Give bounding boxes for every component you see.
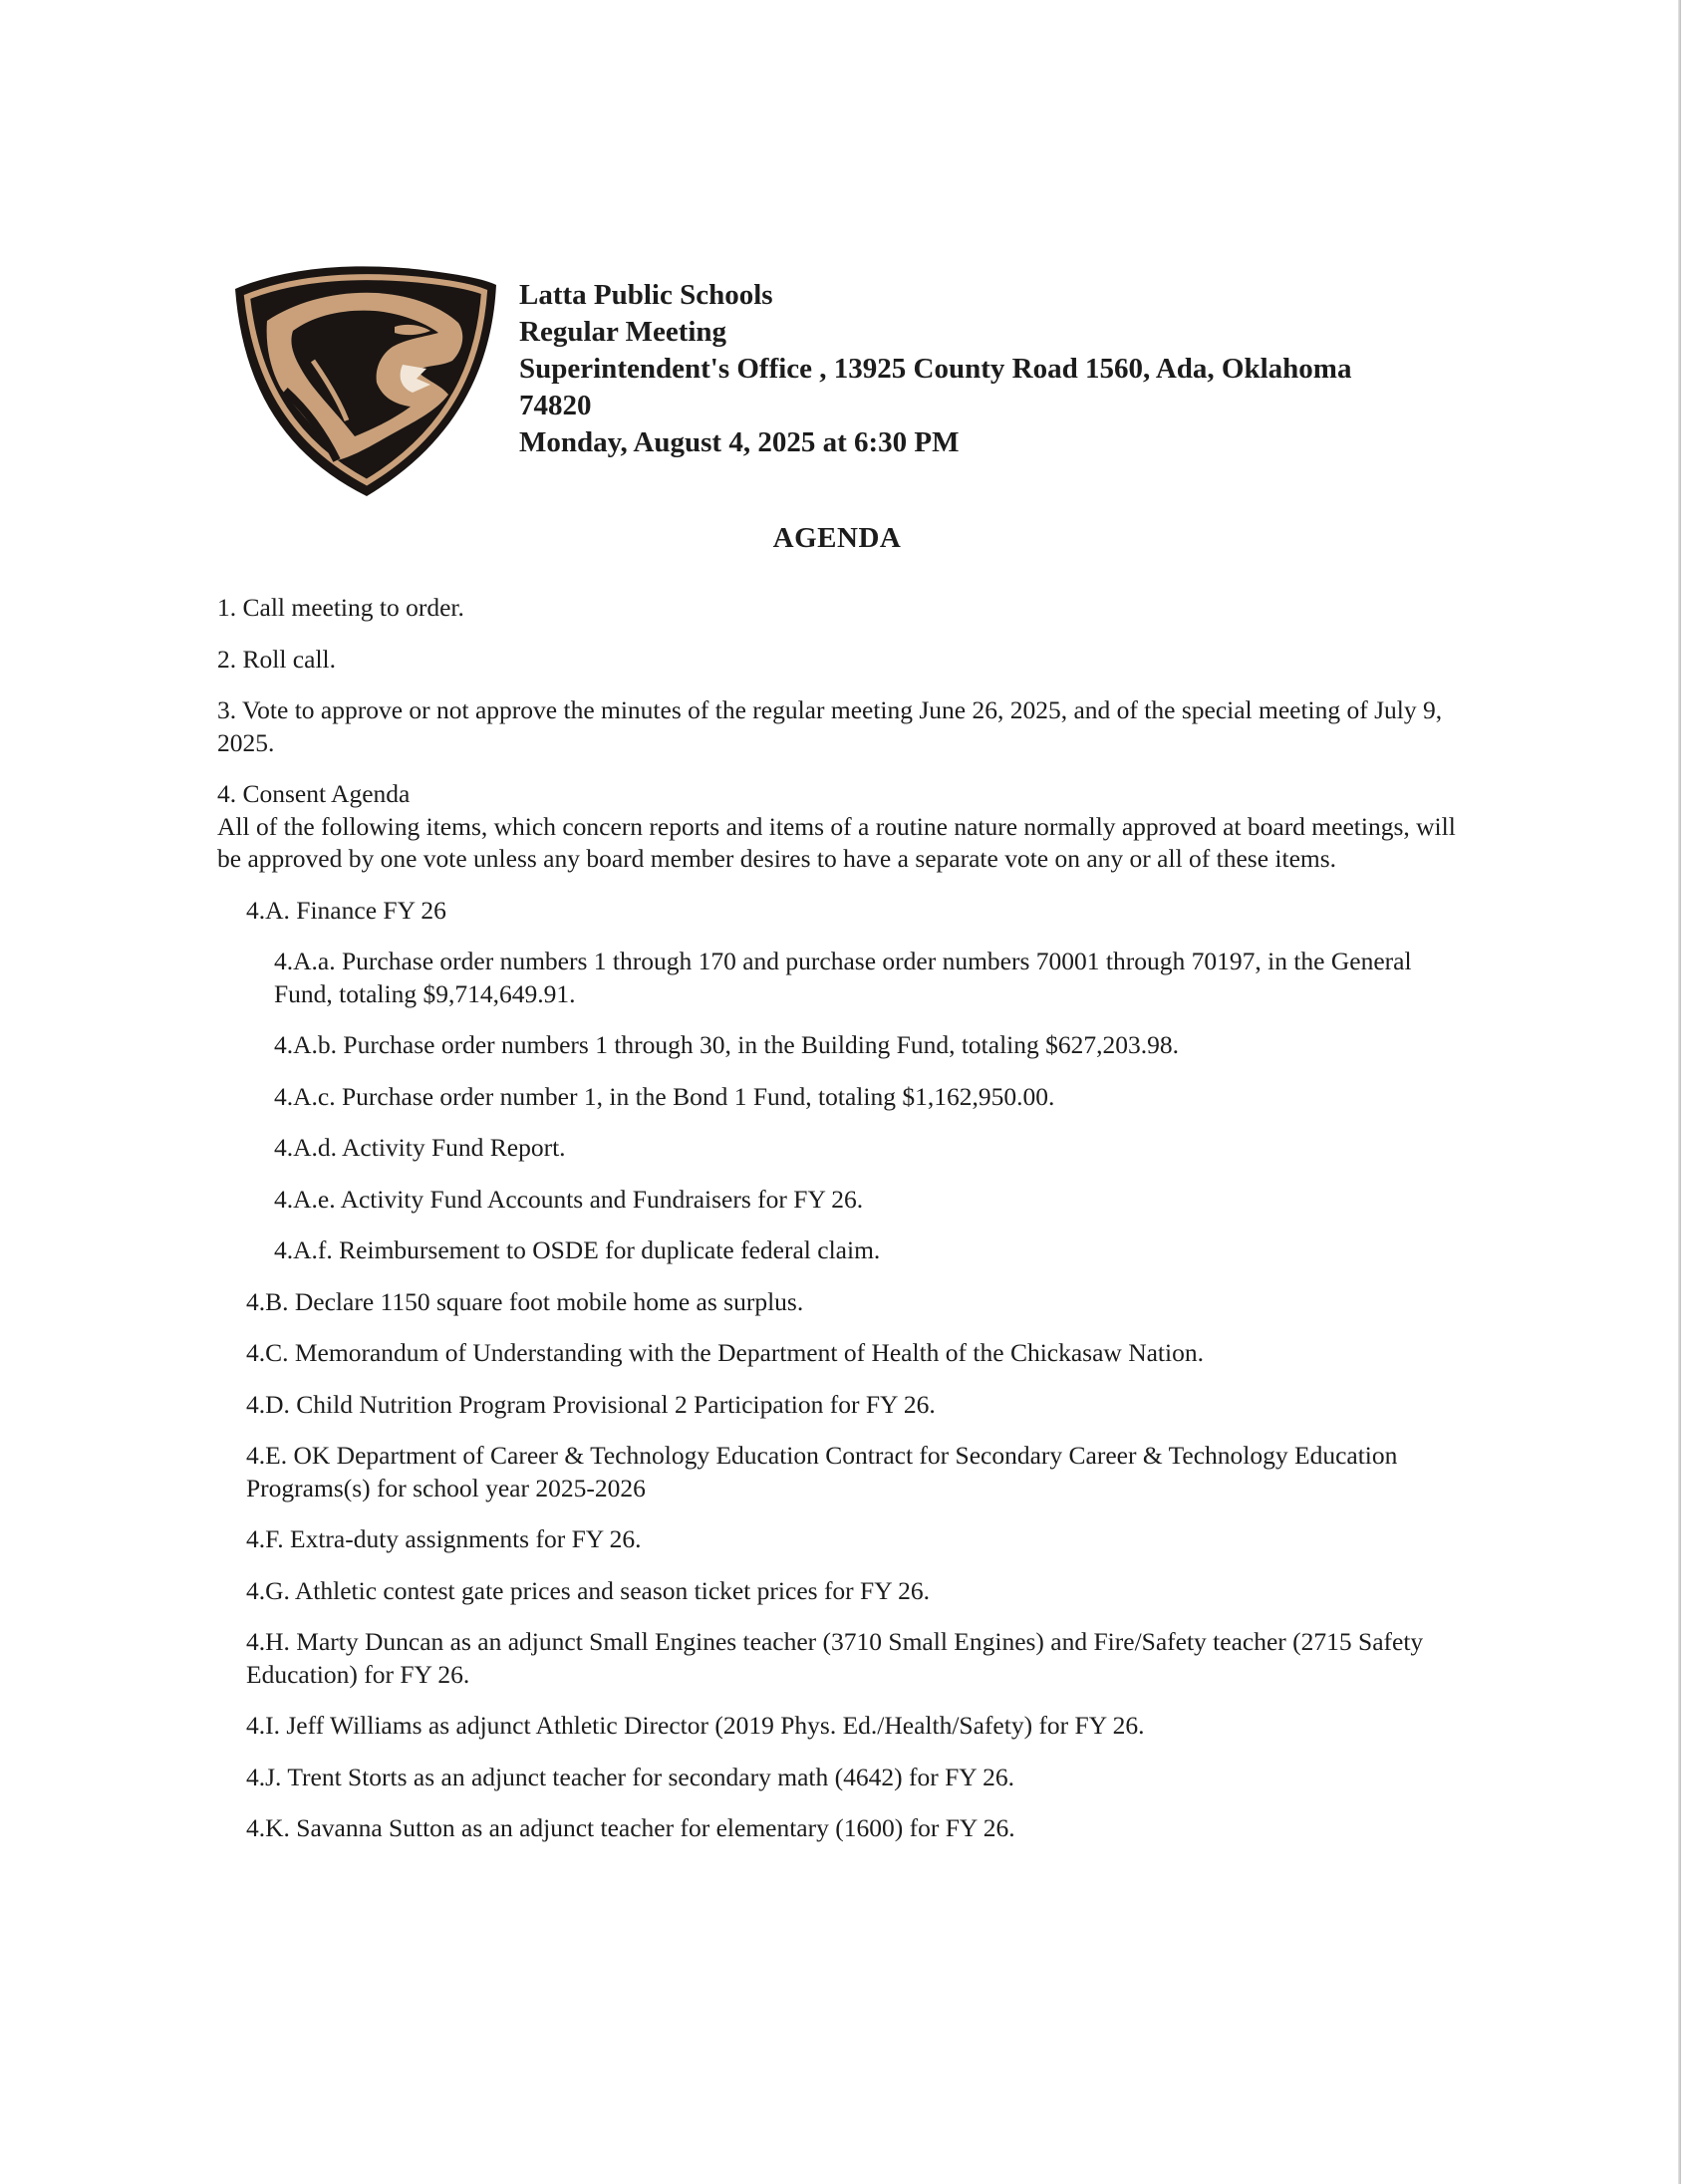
agenda-item-4K: 4.K. Savanna Sutton as an adjunct teacher for elementary (1600) for FY 26. <box>246 1813 1015 1842</box>
meeting-header <box>519 277 1516 461</box>
page-edge <box>1678 0 1681 2184</box>
org-name: Latta Public Schools <box>519 279 773 311</box>
agenda-item-4A: 4.A. Finance FY 26 <box>246 895 446 925</box>
agenda-item-4Ae: 4.A.e. Activity Fund Accounts and Fundraisers for FY 26. <box>274 1184 864 1214</box>
agenda-item-4E: 4.E. OK Department of Career & Technology Education Contract for Secondary Career & Technology Education Programs(s) for school year 2025-2026 <box>246 1441 1398 1502</box>
agenda-item-4H: 4.H. Marty Duncan as an adjunct Small Engines teacher (3710 Small Engines) and Fire/Safety teacher (2715 Safety Education) for FY 26. <box>246 1627 1424 1689</box>
agenda-item-4G: 4.G. Athletic contest gate prices and season ticket prices for FY 26. <box>246 1575 930 1605</box>
meeting-type: Regular Meeting <box>519 316 727 348</box>
consent-agenda-title: 4. Consent Agenda <box>217 779 411 808</box>
agenda-title: AGENDA <box>772 522 902 554</box>
meeting-location-zip: 74820 <box>519 390 592 421</box>
agenda-item-4F: 4.F. Extra-duty assignments for FY 26. <box>246 1524 642 1553</box>
agenda-item-4Aa: 4.A.a. Purchase order numbers 1 through 170 and purchase order numbers 70001 through 70197, in the General Fund, totaling $9,714,649.91. <box>274 947 1412 1008</box>
agenda-item-4Ac: 4.A.c. Purchase order number 1, in the Bond 1 Fund, totaling $1,162,950.00. <box>274 1081 1055 1111</box>
panther-shield-logo <box>227 261 502 500</box>
consent-agenda-description: All of the following items, which concern reports and items of a routine nature normally approved at board meetings, will be approved by one vote unless any board member desires to have a separate vote on any or all of these items. <box>217 811 1456 873</box>
agenda-item-4J: 4.J. Trent Storts as an adjunct teacher for secondary math (4642) for FY 26. <box>246 1762 1014 1791</box>
meeting-datetime: Monday, August 4, 2025 at 6:30 PM <box>519 426 960 458</box>
meeting-location: Superintendent's Office , 13925 County Road 1560, Ada, Oklahoma <box>519 353 1352 385</box>
agenda-item-4D: 4.D. Child Nutrition Program Provisional 2 Participation for FY 26. <box>246 1389 936 1419</box>
agenda-item-4C: 4.C. Memorandum of Understanding with the Department of Health of the Chickasaw Nation. <box>246 1338 1204 1367</box>
agenda-item-4Ad: 4.A.d. Activity Fund Report. <box>274 1133 566 1162</box>
agenda-items <box>217 592 1458 1864</box>
agenda-item-4B: 4.B. Declare 1150 square foot mobile home as surplus. <box>246 1286 804 1316</box>
panther-icon <box>227 261 502 500</box>
agenda-item-4 <box>217 778 1458 876</box>
agenda-item-3: 3. Vote to approve or not approve the minutes of the regular meeting June 26, 2025, and of the special meeting of July 9, 2025. <box>217 695 1443 757</box>
agenda-item-4Af: 4.A.f. Reimbursement to OSDE for duplicate federal claim. <box>274 1235 881 1264</box>
agenda-item-1: 1. Call meeting to order. <box>217 593 464 622</box>
agenda-item-2: 2. Roll call. <box>217 644 336 674</box>
agenda-item-4Ab: 4.A.b. Purchase order numbers 1 through 30, in the Building Fund, totaling $627,203.98. <box>274 1030 1180 1059</box>
agenda-item-4I: 4.I. Jeff Williams as adjunct Athletic Director (2019 Phys. Ed./Health/Safety) for FY 26. <box>246 1711 1145 1740</box>
